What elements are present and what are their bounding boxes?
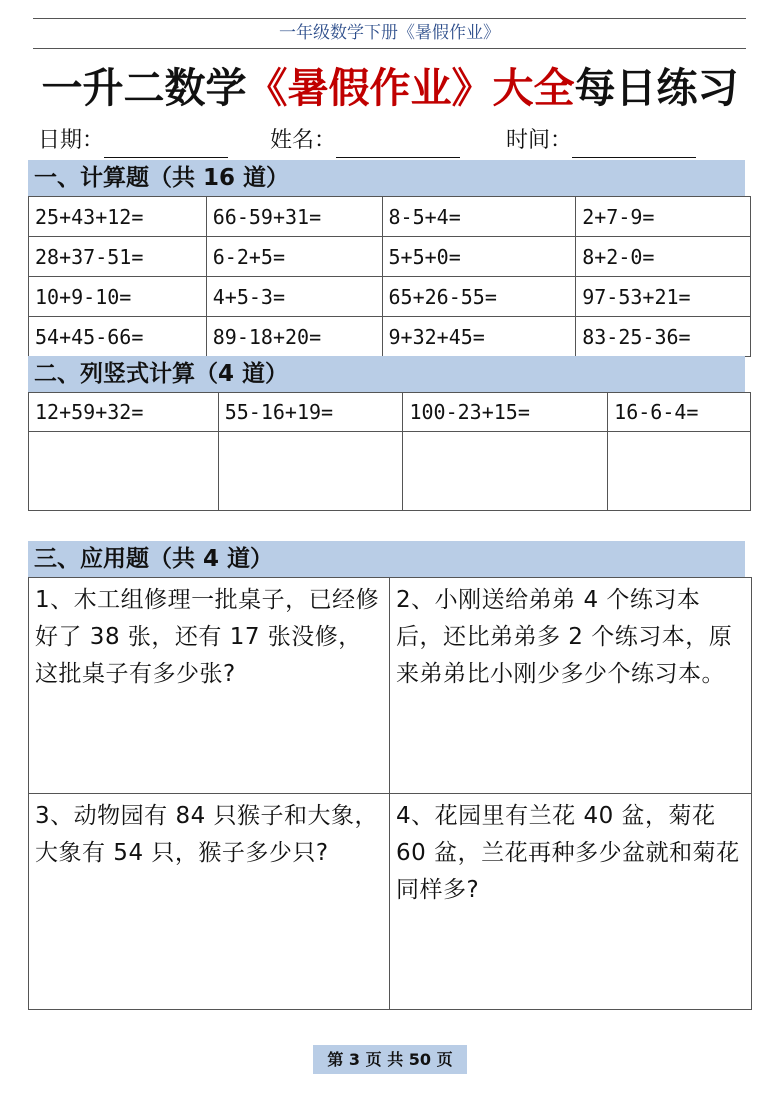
problem-cell: 25+43+12= xyxy=(29,197,207,237)
problem-cell: 6-2+5= xyxy=(206,237,382,277)
word-problem-cell[interactable]: 4、花园里有兰花 40 盆，菊花 60 盆，兰花再种多少盆就和菊花同样多? xyxy=(390,794,752,1010)
word-problem-cell[interactable]: 1、木工组修理一批桌子，已经修好了 38 张，还有 17 张没修，这批桌子有多少张? xyxy=(29,578,390,794)
name-label: 姓名： xyxy=(270,128,337,153)
vertical-calculation-table xyxy=(28,392,751,511)
problem-cell: 54+45-66= xyxy=(29,317,207,357)
problem-cell: 5+5+0= xyxy=(382,237,576,277)
time-blank[interactable] xyxy=(572,131,696,158)
table-row xyxy=(29,578,752,794)
problem-cell: 16-6-4= xyxy=(608,393,751,432)
problem-cell: 8-5+4= xyxy=(382,197,576,237)
problem-cell: 65+26-55= xyxy=(382,277,576,317)
work-space[interactable] xyxy=(29,432,219,511)
page-number xyxy=(313,1045,467,1074)
time-label: 时间： xyxy=(506,128,573,153)
info-row xyxy=(38,124,758,158)
word-problem-cell[interactable]: 2、小刚送给弟弟 4 个练习本后，还比弟弟多 2 个练习本，原来弟弟比小刚少多少个练习本。 xyxy=(390,578,752,794)
work-space[interactable] xyxy=(218,432,403,511)
work-row xyxy=(29,432,751,511)
table-row xyxy=(29,794,752,1010)
calculation-table xyxy=(28,196,751,357)
problem-cell: 8+2-0= xyxy=(576,237,751,277)
problem-cell: 83-25-36= xyxy=(576,317,751,357)
table-row xyxy=(29,277,751,317)
title-part-2: 《暑假作业》大全 xyxy=(246,64,575,112)
date-field xyxy=(38,124,228,158)
problem-cell: 97-53+21= xyxy=(576,277,751,317)
title-part-1: 一升二数学 xyxy=(41,64,247,112)
problem-cell: 100-23+15= xyxy=(403,393,608,432)
problem-cell: 55-16+19= xyxy=(218,393,403,432)
table-row xyxy=(29,237,751,277)
title-part-3: 每日练习 xyxy=(574,64,739,112)
work-space[interactable] xyxy=(403,432,608,511)
date-label: 日期： xyxy=(38,128,105,153)
problem-cell: 89-18+20= xyxy=(206,317,382,357)
work-space[interactable] xyxy=(608,432,751,511)
section-1-title xyxy=(28,160,745,196)
section-3-title-text: 三、应用题（共 4 道） xyxy=(34,546,274,572)
time-field xyxy=(506,124,696,158)
problem-cell: 2+7-9= xyxy=(576,197,751,237)
running-header xyxy=(33,18,746,49)
problem-cell: 9+32+45= xyxy=(382,317,576,357)
name-blank[interactable] xyxy=(336,131,460,158)
name-field xyxy=(270,124,460,158)
problem-cell: 66-59+31= xyxy=(206,197,382,237)
table-row xyxy=(29,393,751,432)
problem-cell: 10+9-10= xyxy=(29,277,207,317)
problem-cell: 4+5-3= xyxy=(206,277,382,317)
section-1-title-text: 一、计算题（共 16 道） xyxy=(34,165,290,191)
problem-cell: 28+37-51= xyxy=(29,237,207,277)
page-title xyxy=(0,58,780,118)
word-problem-cell[interactable]: 3、动物园有 84 只猴子和大象，大象有 54 只，猴子多少只? xyxy=(29,794,390,1010)
problem-cell: 12+59+32= xyxy=(29,393,219,432)
table-row xyxy=(29,317,751,357)
table-row xyxy=(29,197,751,237)
date-blank[interactable] xyxy=(104,131,228,158)
section-3-title xyxy=(28,541,745,577)
section-2-title-text: 二、列竖式计算（4 道） xyxy=(34,361,289,387)
page-number-text: 第 3 页 共 50 页 xyxy=(327,1050,453,1069)
section-2-title xyxy=(28,356,745,392)
word-problem-table xyxy=(28,577,752,1010)
running-header-text: 一年级数学下册《暑假作业》 xyxy=(279,23,500,43)
